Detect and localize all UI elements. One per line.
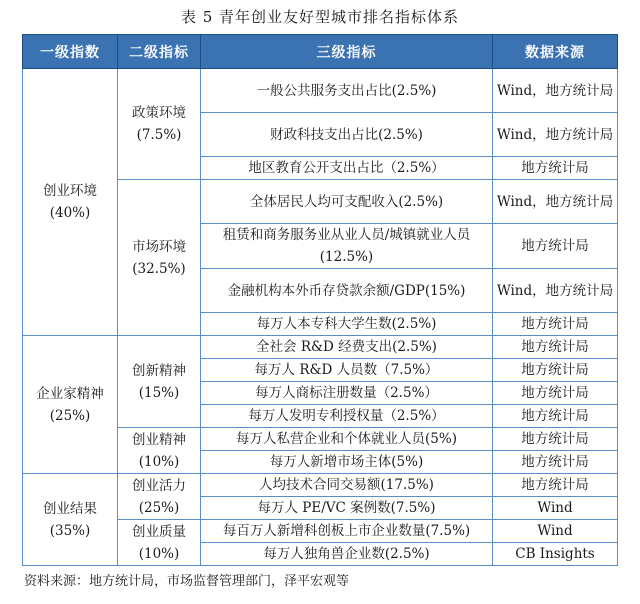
indicator-cell: 每万人私营企业和个体就业人员(5%)	[201, 428, 493, 451]
level1-weight: (35%)	[49, 522, 91, 539]
source-cell: 地方统计局	[493, 428, 618, 451]
indicator-cell: 金融机构本外币存贷款余额/GDP(15%)	[201, 269, 493, 313]
indicator-cell: 全体居民人均可支配收入(2.5%)	[201, 180, 493, 224]
indicator-cell: 每万人发明专利授权量（2.5%）	[201, 405, 493, 428]
source-cell: 地方统计局	[493, 382, 618, 405]
table-caption: 表 5 青年创业友好型城市排名指标体系	[180, 8, 460, 26]
source-note: 资料来源：地方统计局，市场监督管理部门，泽平宏观等	[24, 574, 350, 589]
level2-cell	[118, 428, 201, 474]
source-cell: 地方统计局	[493, 359, 618, 382]
level1-cell	[23, 336, 118, 474]
source-cell: 地方统计局	[493, 157, 618, 180]
source-cell: CB Insights	[493, 543, 618, 566]
source-cell: 地方统计局	[493, 336, 618, 359]
indicator-cell: 每百万人新增科创板上市企业数量(7.5%)	[201, 520, 493, 543]
level1-name: 创业结果	[43, 500, 97, 517]
table-row	[23, 336, 618, 359]
level2-weight: (10%)	[138, 545, 180, 562]
source-cell: Wind	[493, 497, 618, 520]
level1-cell	[23, 474, 118, 566]
header-level1: 一级指数	[23, 35, 118, 69]
source-cell: Wind，地方统计局	[493, 69, 618, 113]
level2-weight: (7.5%)	[136, 127, 182, 143]
source-cell: Wind，地方统计局	[493, 269, 618, 313]
indicator-cell: 财政科技支出占比(2.5%)	[201, 113, 493, 157]
level1-weight: (25%)	[49, 407, 91, 424]
header-level2: 二级指标	[118, 35, 201, 69]
indicator-cell: 每万人本专科大学生数(2.5%)	[201, 313, 493, 336]
level2-cell	[118, 69, 201, 180]
level2-cell	[118, 180, 201, 336]
level2-name: 创业质量	[132, 523, 186, 540]
indicator-cell: 租赁和商务服务业从业人员/城镇就业人员(12.5%)	[201, 224, 493, 269]
indicator-cell: 一般公共服务支出占比(2.5%)	[201, 69, 493, 113]
indicator-cell: 每万人独角兽企业数(2.5%)	[201, 543, 493, 566]
source-cell: 地方统计局	[493, 474, 618, 497]
level1-cell	[23, 69, 118, 336]
level2-weight: (25%)	[138, 499, 180, 516]
indicator-cell: 每万人 R&D 人员数（7.5%）	[201, 359, 493, 382]
indicator-cell: 地区教育公开支出占比（2.5%）	[201, 157, 493, 180]
level2-cell	[118, 474, 201, 520]
source-cell: Wind	[493, 520, 618, 543]
level2-weight: (32.5%)	[132, 260, 186, 277]
source-cell: 地方统计局	[493, 224, 618, 269]
source-cell: Wind，地方统计局	[493, 180, 618, 224]
level2-name: 创新精神	[132, 362, 186, 379]
table-row	[23, 474, 618, 497]
header-level3: 三级指标	[201, 35, 493, 69]
level2-name: 市场环境	[132, 238, 186, 255]
level2-name: 政策环境	[132, 105, 186, 121]
indicator-cell: 每万人 PE/VC 案例数(7.5%)	[201, 497, 493, 520]
indicator-cell: 人均技术合同交易额(17.5%)	[201, 474, 493, 497]
table-row	[23, 69, 618, 113]
source-cell: 地方统计局	[493, 405, 618, 428]
source-cell: 地方统计局	[493, 451, 618, 474]
level1-name: 企业家精神	[36, 385, 104, 402]
level2-name: 创业精神	[132, 431, 186, 448]
level2-cell	[118, 336, 201, 428]
indicator-cell: 全社会 R&D 经费支出(2.5%)	[201, 336, 493, 359]
level2-weight: (10%)	[138, 453, 180, 470]
indicator-cell: 每万人商标注册数量（2.5%）	[201, 382, 493, 405]
source-cell: 地方统计局	[493, 313, 618, 336]
header-source: 数据来源	[493, 35, 618, 69]
source-cell: Wind，地方统计局	[493, 113, 618, 157]
level2-cell	[118, 520, 201, 566]
level2-weight: (15%)	[138, 384, 180, 401]
level1-weight: (40%)	[49, 205, 91, 221]
indicator-table	[22, 34, 618, 566]
header-row	[23, 35, 618, 69]
level2-name: 创业活力	[132, 477, 186, 494]
level1-name: 创业环境	[43, 183, 97, 199]
indicator-cell: 每万人新增市场主体(5%)	[201, 451, 493, 474]
